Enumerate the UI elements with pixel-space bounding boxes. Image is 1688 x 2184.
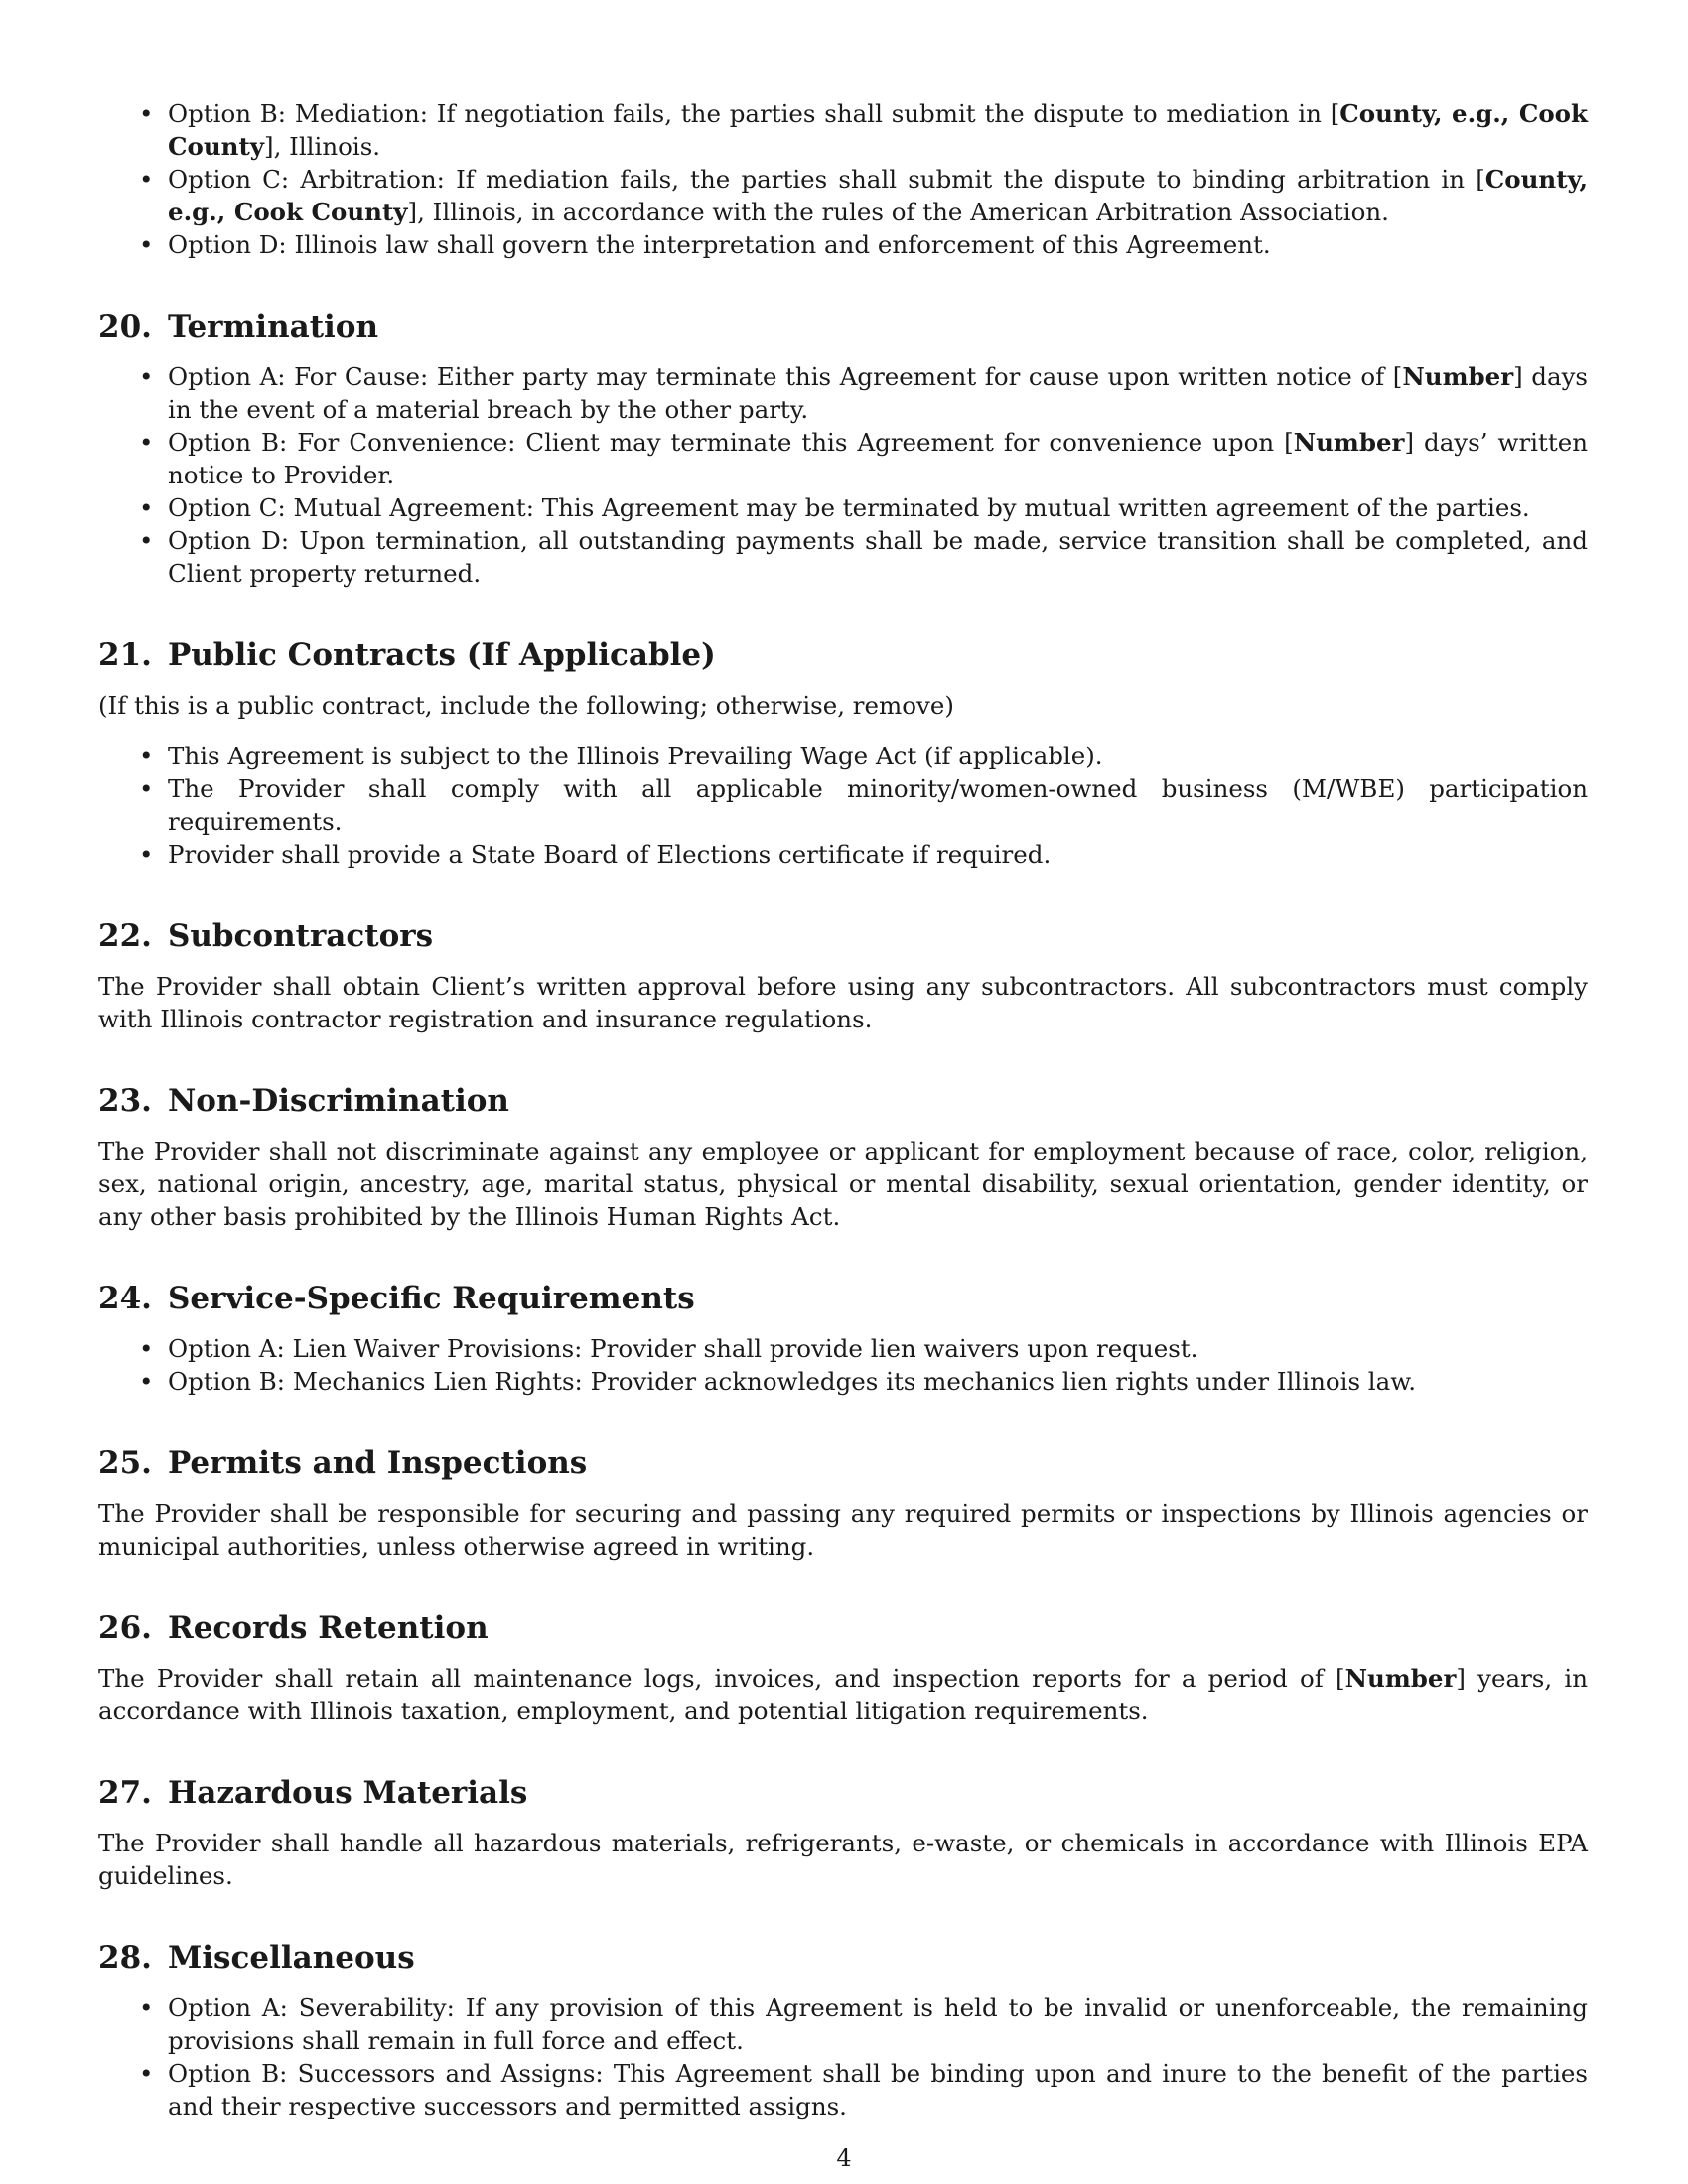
service-specific-list <box>98 1332 1588 1398</box>
list-item: • Option B: Mediation: If negotiation fails, the parties shall submit the dispute to mediation in [County, e.g., Cook County], Illinois. <box>168 97 1588 163</box>
public-contracts-note: (If this is a public contract, include the following; otherwise, remove) <box>98 691 954 720</box>
page-number: 4 <box>836 2144 852 2172</box>
termination-list <box>98 360 1588 590</box>
list-item: • Option C: Arbitration: If mediation fails, the parties shall submit the dispute to binding arbitration in [County, e.g., Cook County], Illinois, in accordance with the rules of the American Arbitration Association. <box>168 163 1588 228</box>
list-item: • This Agreement is subject to the Illinois Prevailing Wage Act (if applicable). <box>168 740 1588 772</box>
permits-paragraph: The Provider shall be responsible for securing and passing any required permits or inspections by Illinois agencies or municipal authorities, unless otherwise agreed in writing. <box>98 1499 1588 1561</box>
list-item: • Option D: Illinois law shall govern the interpretation and enforcement of this Agreement. <box>168 228 1588 261</box>
list-item: • Option A: For Cause: Either party may terminate this Agreement for cause upon written notice of [Number] days in the event of a material breach by the other party. <box>168 360 1588 426</box>
public-contracts-list <box>98 740 1588 871</box>
non-discrimination-paragraph: The Provider shall not discriminate against any employee or applicant for employment because of race, color, religion, sex, national origin, ancestry, age, marital status, physical or mental disability, sexual orientation, gender identity, or any other basis prohibited by the Illinois Human Rights Act. <box>98 1137 1588 1231</box>
list-item: • Option B: For Convenience: Client may terminate this Agreement for convenience upon [Number] days’ written notice to Provider. <box>168 426 1588 491</box>
section-heading-non-discrimination: 23. Non-Discrimination <box>98 1083 509 1119</box>
section-heading-termination: 20. Termination <box>98 309 379 344</box>
list-item: • The Provider shall comply with all applicable minority/women-owned business (M/WBE) participation requirements. <box>168 772 1588 838</box>
list-item: • Option D: Upon termination, all outstanding payments shall be made, service transition shall be completed, and Client property returned. <box>168 524 1588 590</box>
section-heading-service-specific: 24. Service-Specific Requirements <box>98 1281 695 1316</box>
list-item: • Provider shall provide a State Board of Elections certificate if required. <box>168 838 1588 871</box>
list-item: • Option B: Mechanics Lien Rights: Provider acknowledges its mechanics lien rights under Illinois law. <box>168 1365 1588 1398</box>
section-heading-public-contracts: 21. Public Contracts (If Applicable) <box>98 637 716 673</box>
list-item: • Option A: Lien Waiver Provisions: Provider shall provide lien waivers upon request. <box>168 1332 1588 1365</box>
section-heading-hazardous-materials: 27. Hazardous Materials <box>98 1775 528 1811</box>
section-heading-records-retention: 26. Records Retention <box>98 1610 489 1646</box>
list-item: • Option B: Successors and Assigns: This Agreement shall be binding upon and inure to the benefit of the parties and their respective successors and permitted assigns. <box>168 2057 1588 2122</box>
section-heading-miscellaneous: 28. Miscellaneous <box>98 1940 415 1976</box>
records-retention-paragraph: The Provider shall retain all maintenance logs, invoices, and inspection reports for a period of [Number] years, in accordance with Illinois taxation, employment, and potential litigation requirements. <box>98 1664 1588 1725</box>
section-heading-subcontractors: 22. Subcontractors <box>98 918 434 954</box>
subcontractors-paragraph: The Provider shall obtain Client’s written approval before using any subcontractors. All subcontractors must comply with Illinois contractor registration and insurance regulations. <box>98 972 1588 1033</box>
list-item: • Option A: Severability: If any provision of this Agreement is held to be invalid or unenforceable, the remaining provisions shall remain in full force and effect. <box>168 1991 1588 2057</box>
list-item: • Option C: Mutual Agreement: This Agreement may be terminated by mutual written agreement of the parties. <box>168 491 1588 524</box>
hazardous-materials-paragraph: The Provider shall handle all hazardous materials, refrigerants, e-waste, or chemicals in accordance with Illinois EPA guidelines. <box>98 1829 1588 1890</box>
dispute-options-list <box>98 97 1588 261</box>
miscellaneous-list <box>98 1991 1588 2122</box>
section-heading-permits: 25. Permits and Inspections <box>98 1445 588 1481</box>
document-page <box>98 97 1588 2140</box>
